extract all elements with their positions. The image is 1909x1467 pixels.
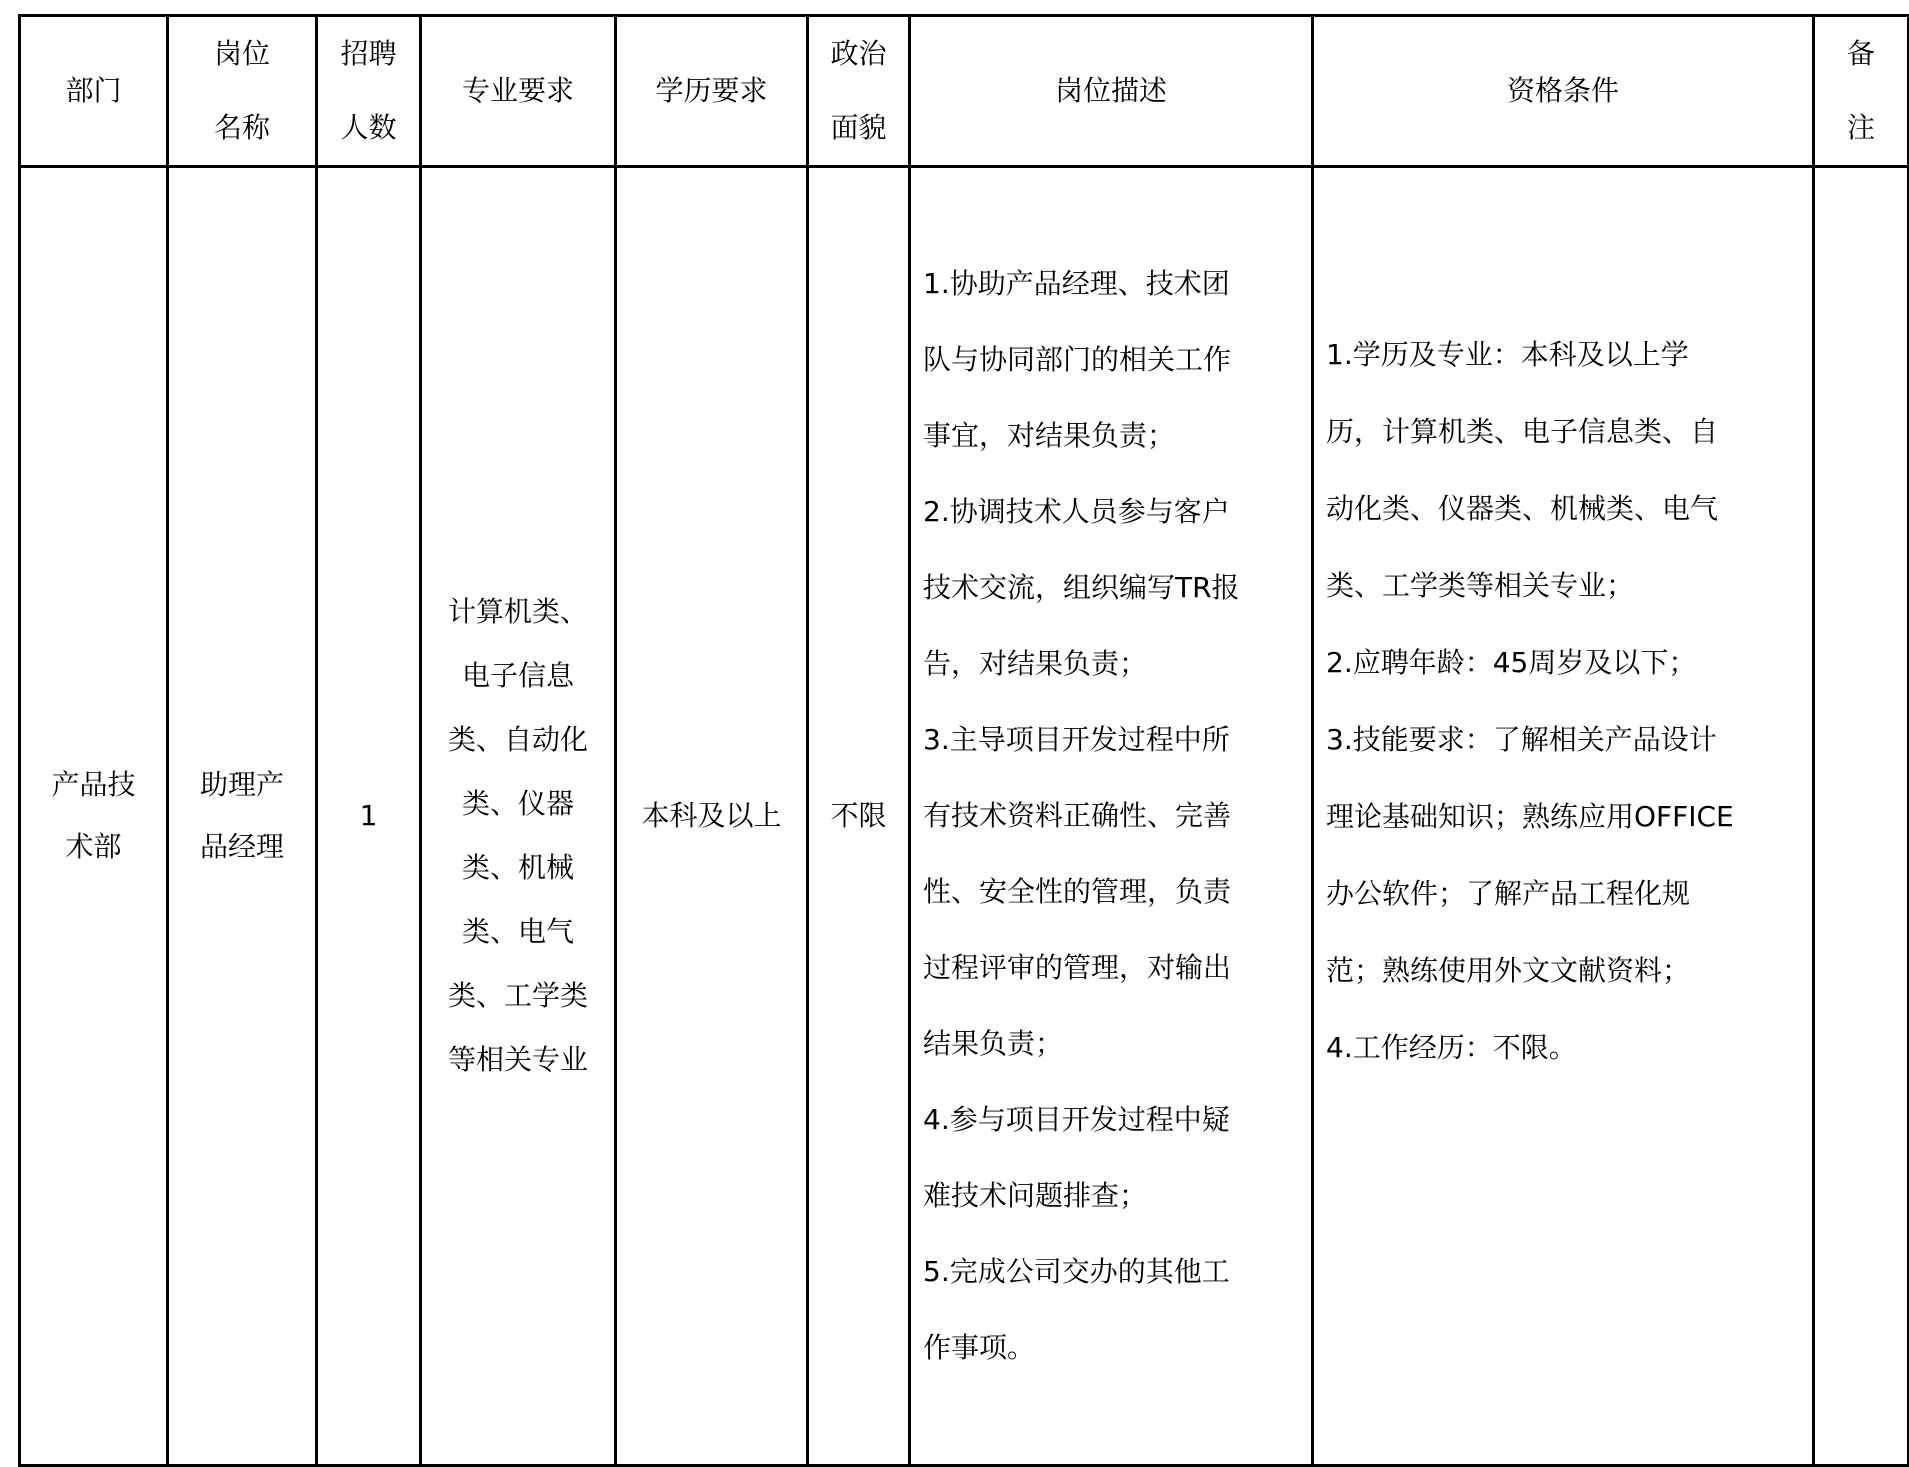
text-line: 性、安全性的管理，负责 — [923, 875, 1232, 908]
text-line: 电子信息 — [461, 659, 574, 692]
text-line: 告，对结果负责； — [923, 647, 1148, 680]
text-line: 2.协调技术人员参与客户 — [923, 495, 1230, 528]
table-row — [20, 167, 1909, 1466]
text-line: 类、工学类等相关专业； — [1326, 569, 1635, 602]
cell-major — [421, 167, 616, 1466]
text-line: 5.完成公司交办的其他工 — [923, 1255, 1230, 1288]
text-line: 理论基础知识；熟练应用OFFICE — [1326, 800, 1734, 833]
text-line: 1.协助产品经理、技术团 — [923, 267, 1230, 300]
job-table — [18, 14, 1909, 1467]
header-qualifications — [1313, 16, 1814, 167]
header-row — [20, 16, 1909, 167]
text-line: 动化类、仪器类、机械类、电气 — [1326, 492, 1719, 525]
header-position — [168, 16, 317, 167]
text-line: 作事项。 — [923, 1331, 1036, 1364]
text-line: 产品技 — [51, 768, 136, 801]
text-line: 术部 — [65, 830, 122, 863]
text-line: 等相关专业 — [447, 1043, 588, 1076]
text-line: 面貌 — [830, 111, 887, 144]
text-line: 岗位 — [213, 37, 270, 70]
header-political — [808, 16, 910, 167]
text-line: 资格条件 — [1506, 74, 1619, 107]
header-education — [616, 16, 808, 167]
text-line: 备 — [1846, 37, 1875, 70]
text-line: 类、电气 — [461, 915, 574, 948]
text-line: 4.工作经历：不限。 — [1326, 1031, 1577, 1064]
text-line: 部门 — [65, 74, 122, 107]
cell-education: 本科及以上 — [616, 167, 808, 1466]
cell-political: 不限 — [808, 167, 910, 1466]
text-line: 办公软件；了解产品工程化规 — [1326, 877, 1691, 910]
cell-department — [20, 167, 168, 1466]
cell-description — [910, 167, 1313, 1466]
text-line: 名称 — [213, 111, 270, 144]
text-line: 类、仪器 — [461, 787, 574, 820]
text-line: 2.应聘年龄：45周岁及以下； — [1326, 646, 1697, 679]
cell-position — [168, 167, 317, 1466]
text-line: 计算机类、 — [447, 595, 588, 628]
text-line: 有技术资料正确性、完善 — [923, 799, 1232, 832]
text-line: 过程评审的管理，对输出 — [923, 951, 1232, 984]
cell-qualifications — [1313, 167, 1814, 1466]
text-line: 类、自动化 — [447, 723, 588, 756]
text-line: 人数 — [340, 111, 397, 144]
text-line: 4.参与项目开发过程中疑 — [923, 1103, 1230, 1136]
cell-count: 1 — [317, 167, 421, 1466]
text-line: 助理产 — [199, 768, 284, 801]
header-major — [421, 16, 616, 167]
text-line: 学历要求 — [655, 74, 768, 107]
text-line: 1.学历及专业：本科及以上学 — [1326, 338, 1689, 371]
header-count — [317, 16, 421, 167]
cell-remarks — [1814, 167, 1909, 1466]
text-line: 3.技能要求：了解相关产品设计 — [1326, 723, 1717, 756]
text-line: 历，计算机类、电子信息类、自 — [1326, 415, 1719, 448]
text-line: 3.主导项目开发过程中所 — [923, 723, 1230, 756]
text-line: 类、工学类 — [447, 979, 588, 1012]
header-remarks — [1814, 16, 1909, 167]
text-line: 类、机械 — [461, 851, 574, 884]
text-line: 招聘 — [340, 37, 397, 70]
text-line: 岗位描述 — [1054, 74, 1167, 107]
header-description — [910, 16, 1313, 167]
text-line: 事宜，对结果负责； — [923, 419, 1176, 452]
text-line: 注 — [1846, 111, 1875, 144]
text-line: 专业要求 — [461, 74, 574, 107]
text-line: 技术交流，组织编写TR报 — [923, 571, 1240, 604]
header-department — [20, 16, 168, 167]
text-line: 难技术问题排查； — [923, 1179, 1148, 1212]
text-line: 结果负责； — [923, 1027, 1064, 1060]
text-line: 品经理 — [199, 830, 284, 863]
text-line: 政治 — [830, 37, 887, 70]
text-line: 队与协同部门的相关工作 — [923, 343, 1232, 376]
text-line: 范；熟练使用外文文献资料； — [1326, 954, 1691, 987]
